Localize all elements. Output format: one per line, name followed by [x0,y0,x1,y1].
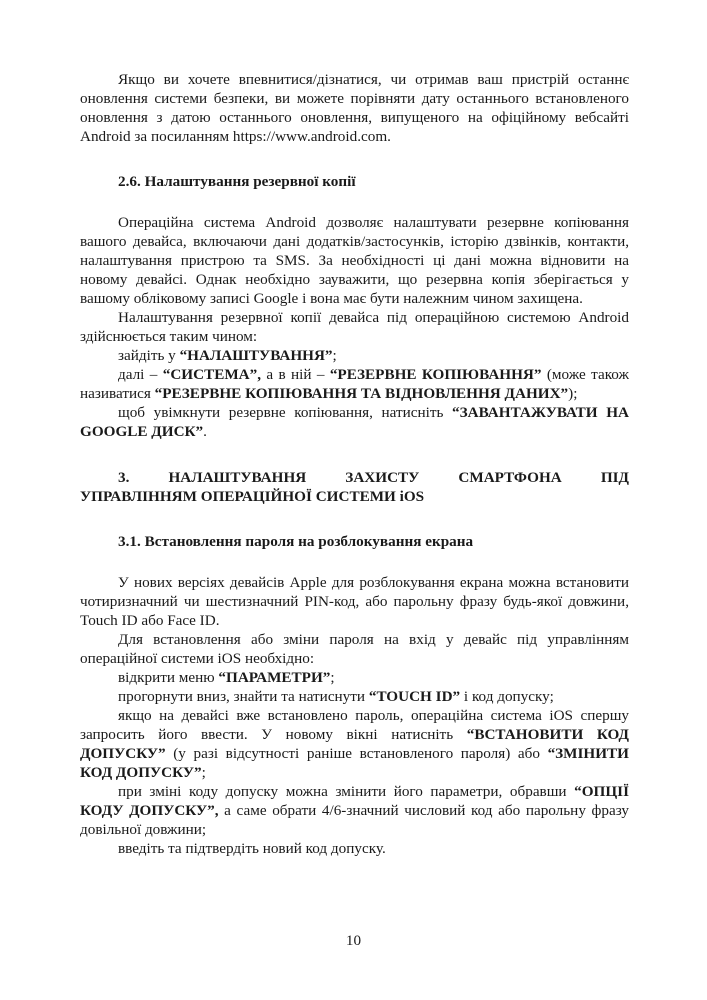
section-2-6-paragraph-2: Налаштування резервної копії девайса під операційною системою Android здійснюється таким чином: [80,309,629,345]
step-text: ; [332,347,337,364]
step-text: далі – [118,366,163,383]
ios-step-4 [80,782,629,839]
step-text: щоб увімкнути резервне копіювання, натисніть [118,404,453,421]
step-text: ; [201,764,206,781]
menu-name: “РЕЗЕРВНЕ КОПІЮВАННЯ ТА ВІДНОВЛЕННЯ ДАНИХ” [154,385,569,402]
step-text: (може також називатися [80,366,630,402]
android-step-2 [80,365,629,403]
step-text: а саме обрати 4/6-значний числовий код або парольну фразу довільної довжини; [80,802,629,838]
menu-name: “ВСТАНОВИТИ КОД ДОПУСКУ” [80,726,629,762]
step-text: при зміні коду допуску можна змінити його параметри, обравши [118,783,575,800]
section-2-6-paragraph-1: Операційна система Android дозволяє налаштувати резервне копіювання вашого девайса, включаючи дані додатків/застосунків, історію дзвінків, контакти, налаштування пристрою та SMS. За необхідності ці дані можна відновити на новому девайсі. Однак необхідно зауважити, що резервна копія зберігається у вашому обліковому записі Google і вона має бути належним чином захищена. [80,214,629,307]
chapter-3-line-2: УПРАВЛІННЯМ ОПЕРАЦІЙНОЇ СИСТЕМИ iOS [80,488,425,505]
step-text: якщо на девайсі вже встановлено пароль, операційна система iOS спершу запросить його ввести. У новому вікні натисніть [80,707,629,743]
step-text: ); [568,385,578,402]
step-text: ; [330,669,335,686]
step-text: відкрити меню [118,669,219,686]
section-3-1-paragraph-2: Для встановлення або зміни пароля на вхід у девайс під управлінням операційної системи iOS необхідно: [80,631,629,667]
section-3-1-paragraph-1: У нових версіях девайсів Apple для розблокування екрана можна встановити чотиризначний чи шестизначний PIN-код, або парольну фразу будь-якої довжини, Touch ID або Face ID. [80,574,629,629]
menu-name: “ПАРАМЕТРИ” [218,669,331,686]
section-3-1-heading: 3.1. Встановлення пароля на розблокування екрана [118,533,474,550]
intro-paragraph: Якщо ви хочете впевнитися/дізнатися, чи отримав ваш пристрій останнє оновлення системи безпеки, ви можете порівняти дату останнього встановленого оновлення з датою останнього оновлення, випущеного на офіційному вебсайті Android за посиланням https://www.android.com. [80,71,629,145]
step-text: (у разі відсутності раніше встановленого пароля) або [165,745,548,762]
ios-step-2 [80,687,629,706]
ios-step-1 [80,668,629,687]
android-step-1 [80,346,629,365]
page-number: 10 [345,932,362,949]
step-text: . [203,423,207,440]
chapter-3-line-1: 3. НАЛАШТУВАННЯ ЗАХИСТУ СМАРТФОНА ПІД [118,469,629,486]
step-text: і код допуску; [460,688,554,705]
android-step-3 [80,403,629,441]
step-text: а в ній – [261,366,330,383]
chapter-3-heading [80,468,629,506]
ios-step-3 [80,706,629,782]
menu-name: “ЗАВАНТАЖУВАТИ НА GOOGLE ДИСК” [80,404,630,440]
step-text: зайдіть у [118,347,180,364]
menu-name: “ЗМІНИТИ КОД ДОПУСКУ” [80,745,629,781]
step-text: прогорнути вниз, знайти та натиснути [118,688,369,705]
menu-name: “СИСТЕМА”, [162,366,262,383]
menu-name: “TOUCH ID” [368,688,461,705]
document-page [80,70,629,858]
section-2-6-heading: 2.6. Налаштування резервної копії [118,173,356,190]
menu-name: “ОПЦІЇ КОДУ ДОПУСКУ”, [80,783,629,819]
menu-name: “РЕЗЕРВНЕ КОПІЮВАННЯ” [329,366,542,383]
ios-step-5: введіть та підтвердіть новий код допуску. [118,840,386,857]
menu-name: “НАЛАШТУВАННЯ” [179,347,333,364]
